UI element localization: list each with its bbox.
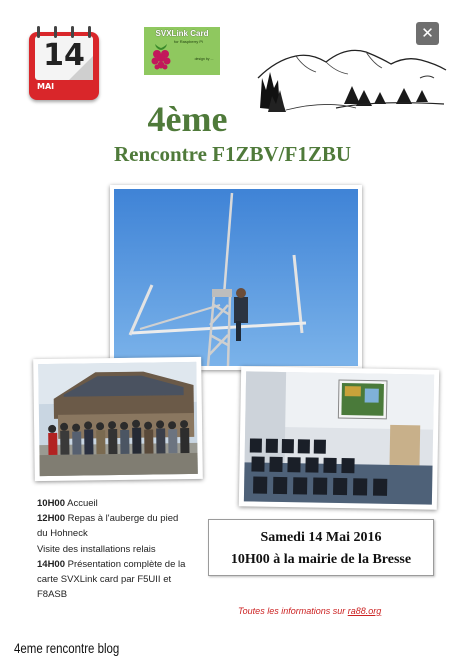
close-button[interactable]: ✕ (416, 22, 439, 45)
meeting-room-photo (239, 366, 439, 509)
poster-subtitle: Rencontre F1ZBV/F1ZBU (113, 142, 352, 166)
calendar-month: MAI (37, 82, 55, 91)
schedule-item (37, 542, 187, 557)
event-date: Samedi 14 Mai 2016 (260, 530, 382, 545)
logo-credit: design by ... (194, 57, 214, 61)
schedule-text: Repas à l'auberge du pied du Hohneck (37, 513, 179, 540)
event-place: 10H00 à la mairie de la Bresse (230, 552, 412, 567)
calendar-day: 14 (43, 38, 85, 73)
schedule-list (37, 496, 187, 602)
calendar-icon (29, 26, 99, 100)
info-prefix: Toutes les informations sur (238, 606, 348, 616)
schedule-time: 14H00 (37, 558, 65, 570)
poster-title: 4ème (147, 99, 228, 139)
logo-title: SVXLink Card (155, 29, 209, 38)
group-photo (33, 357, 203, 481)
calendar-rings (37, 26, 91, 38)
info-link[interactable]: ra88.org (347, 606, 382, 616)
schedule-text: Accueil (65, 498, 98, 509)
schedule-time: 12H00 (37, 513, 65, 525)
image-caption: 4eme rencontre blog (14, 640, 120, 656)
meeting-room-photo-image (239, 366, 439, 509)
svxlink-card-logo (144, 27, 220, 75)
schedule-item (37, 511, 187, 541)
antenna-photo (110, 185, 362, 370)
schedule-text: Visite des installations relais (37, 543, 156, 555)
event-date-box (208, 519, 434, 576)
schedule-text: Présentation complète de la carte SVXLink card par F5UII et F8ASB (37, 558, 186, 601)
raspberry-icon (148, 41, 174, 71)
schedule-time: 10H00 (37, 498, 65, 509)
schedule-item (37, 496, 187, 511)
antenna-photo-image (110, 185, 362, 370)
logo-subtitle: for Raspberry Pi (174, 39, 203, 44)
info-line (238, 606, 438, 616)
group-photo-image (33, 357, 203, 481)
schedule-item (37, 557, 187, 603)
